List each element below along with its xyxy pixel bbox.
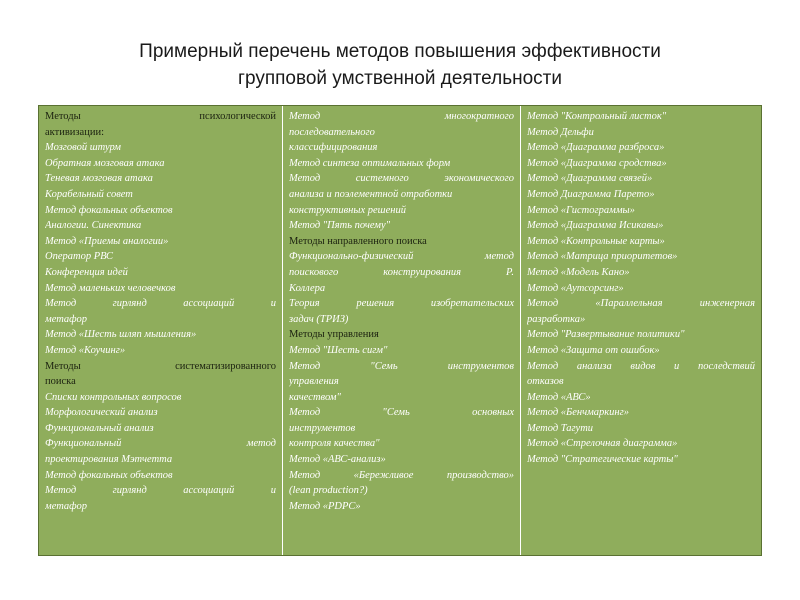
method-item-word: и <box>270 485 276 497</box>
methods-table <box>38 105 762 556</box>
method-item <box>289 359 514 375</box>
method-item <box>45 436 276 452</box>
method-item-word: инженерная <box>699 298 755 310</box>
method-item: Корабельный совет <box>45 188 133 200</box>
method-item-word: Метод <box>45 485 77 497</box>
method-item-word: изобретательских <box>430 298 514 310</box>
method-item-word: и <box>674 360 680 372</box>
method-item-word: «Параллельная <box>595 298 663 310</box>
method-item: качеством" <box>289 391 341 403</box>
method-item: Метод синтеза оптимальных форм <box>289 157 451 169</box>
method-item: Коллера <box>289 282 326 294</box>
method-item: разработка» <box>527 313 586 325</box>
method-item: Списки контрольных вопросов <box>45 391 182 403</box>
slide-title <box>0 38 800 92</box>
method-item-word: производство» <box>446 469 514 481</box>
method-item: Метод «АВС-анализ» <box>289 454 386 466</box>
section-heading: Методы управления <box>289 329 379 341</box>
method-item <box>289 109 514 125</box>
method-item: Метод "Пять почему" <box>289 220 391 232</box>
method-item: Метод фокальных объектов <box>45 204 173 216</box>
method-item: Морфологический анализ <box>45 407 158 419</box>
section-heading: Методы направленного поиска <box>289 235 427 247</box>
method-item-word: метод <box>246 438 276 450</box>
method-item-word: основных <box>472 407 514 419</box>
method-item-word: системного <box>355 173 409 185</box>
method-item: Метод «Бенчмаркинг» <box>527 407 629 419</box>
method-item <box>45 296 276 312</box>
method-item: Метод «Шесть шляп мышления» <box>45 329 197 341</box>
method-item-word: «Бережливое <box>353 469 414 481</box>
method-item: проектирования Мэтчетта <box>45 454 173 466</box>
method-item: Оператор РВС <box>45 251 114 263</box>
method-item: Метод «Матрица приоритетов» <box>527 251 678 263</box>
method-item-word: Метод <box>289 469 321 481</box>
method-item-word: видов <box>630 360 656 372</box>
section-heading <box>45 109 276 125</box>
section-heading: поиска <box>45 376 76 388</box>
method-item-word: ассоциаций <box>183 485 235 497</box>
method-item: Метод маленьких человечков <box>45 282 176 294</box>
method-item: метафор <box>45 500 87 512</box>
method-item-word: Метод <box>289 360 321 372</box>
method-item: Метод "Стратегические карты" <box>527 454 678 466</box>
method-item-word: и <box>270 298 276 310</box>
method-item <box>289 249 514 265</box>
method-item-word: систематизированного <box>175 360 276 372</box>
method-item: Теневая мозговая атака <box>45 173 153 185</box>
method-item-word: последствий <box>697 360 755 372</box>
method-item-word: Методы <box>45 111 81 122</box>
method-item-word: Р. <box>505 266 514 278</box>
method-item: Конференция идей <box>45 266 128 278</box>
method-item <box>289 405 514 421</box>
method-item: анализа и поэлементной отработки <box>289 188 453 200</box>
method-item-word: инструментов <box>447 360 514 372</box>
method-item: Метод «Коучинг» <box>45 344 126 356</box>
method-item <box>289 468 514 484</box>
method-item-word: Метод <box>289 111 321 122</box>
section-heading: активизации: <box>45 126 104 138</box>
method-item-word: метод <box>484 251 514 263</box>
method-item: инструментов <box>289 422 356 434</box>
method-item-word: Функционально-физический <box>289 251 414 263</box>
method-item: Метод «Диаграмма разброса» <box>527 142 665 154</box>
method-item-word: Функциональный <box>45 438 122 450</box>
method-item-word: решения <box>356 298 395 310</box>
method-item-word: Метод <box>45 298 77 310</box>
method-item-word: "Семь <box>370 360 398 372</box>
method-item-word: Методы <box>45 360 81 372</box>
method-item-word: анализа <box>576 360 612 372</box>
method-item: классифицирования <box>289 142 378 154</box>
method-item: последовательного <box>289 126 375 138</box>
method-item: Метод «Модель Кано» <box>527 266 630 278</box>
slide-title-line-2: групповой умственной деятельности <box>238 68 562 89</box>
method-item: контроля качества" <box>289 438 380 450</box>
method-item-word: Метод <box>527 298 559 310</box>
method-item: Метод «Стрелочная диаграмма» <box>527 438 678 450</box>
method-item: Метод «Гистограммы» <box>527 204 635 216</box>
method-item-word: психологической <box>199 111 276 122</box>
method-item <box>45 483 276 499</box>
method-item-word: экономического <box>444 173 514 185</box>
method-item: Метод Диаграмма Парето» <box>527 188 655 200</box>
slide-title-line-1: Примерный перечень методов повышения эффективности <box>139 41 661 62</box>
method-item-word: Метод <box>527 360 559 372</box>
method-item: Метод «Защита от ошибок» <box>527 344 660 356</box>
method-item: Обратная мозговая атака <box>45 157 165 169</box>
method-item: Мозговой штурм <box>45 142 121 154</box>
method-item-word: гирлянд <box>112 485 147 497</box>
method-item: метафор <box>45 313 87 325</box>
method-item: Метод Дельфи <box>527 126 594 138</box>
method-item: Метод "Контрольный листок" <box>527 111 667 122</box>
method-item: Метод «Приемы аналогии» <box>45 235 169 247</box>
method-item: Метод "Развертывание политики" <box>527 329 685 341</box>
method-item-word: многократного <box>444 111 514 122</box>
method-item-word: Метод <box>289 407 321 419</box>
method-item <box>527 296 755 312</box>
method-item: Метод «Контрольные карты» <box>527 235 665 247</box>
method-item: Метод «АВС» <box>527 391 591 403</box>
method-item: Метод «Диаграмма связей» <box>527 173 653 185</box>
methods-column-3 <box>520 106 761 555</box>
method-item: отказов <box>527 376 564 388</box>
method-item: Метод "Шесть сигм" <box>289 344 388 356</box>
method-item-word: Теория <box>289 298 320 310</box>
method-item <box>289 265 514 281</box>
method-item: задач (ТРИЗ) <box>289 313 349 325</box>
method-item: Функциональный анализ <box>45 422 154 434</box>
method-item <box>289 296 514 312</box>
method-item-word: гирлянд <box>112 298 147 310</box>
method-item-word: ассоциаций <box>183 298 235 310</box>
method-item: (lean production?) <box>289 485 368 497</box>
method-item: Метод «Аутсорсинг» <box>527 282 624 294</box>
section-heading <box>45 359 276 375</box>
method-item: Аналогии. Синектика <box>45 220 142 232</box>
method-item <box>527 359 755 375</box>
method-item-word: "Семь <box>382 407 410 419</box>
method-item: управления <box>289 376 339 388</box>
method-item: Метод фокальных объектов <box>45 469 173 481</box>
method-item <box>289 171 514 187</box>
method-item: конструктивных решений <box>289 204 406 216</box>
methods-column-2 <box>282 106 520 555</box>
methods-column-1 <box>39 106 282 555</box>
method-item: Метод «Диаграмма сродства» <box>527 157 667 169</box>
method-item-word: конструирования <box>383 266 461 278</box>
method-item: Метод «Диаграмма Исикавы» <box>527 220 664 232</box>
method-item: Метод «PDPC» <box>289 500 361 512</box>
method-item-word: Метод <box>289 173 321 185</box>
method-item-word: поискового <box>289 266 339 278</box>
method-item: Метод Тагути <box>527 422 594 434</box>
